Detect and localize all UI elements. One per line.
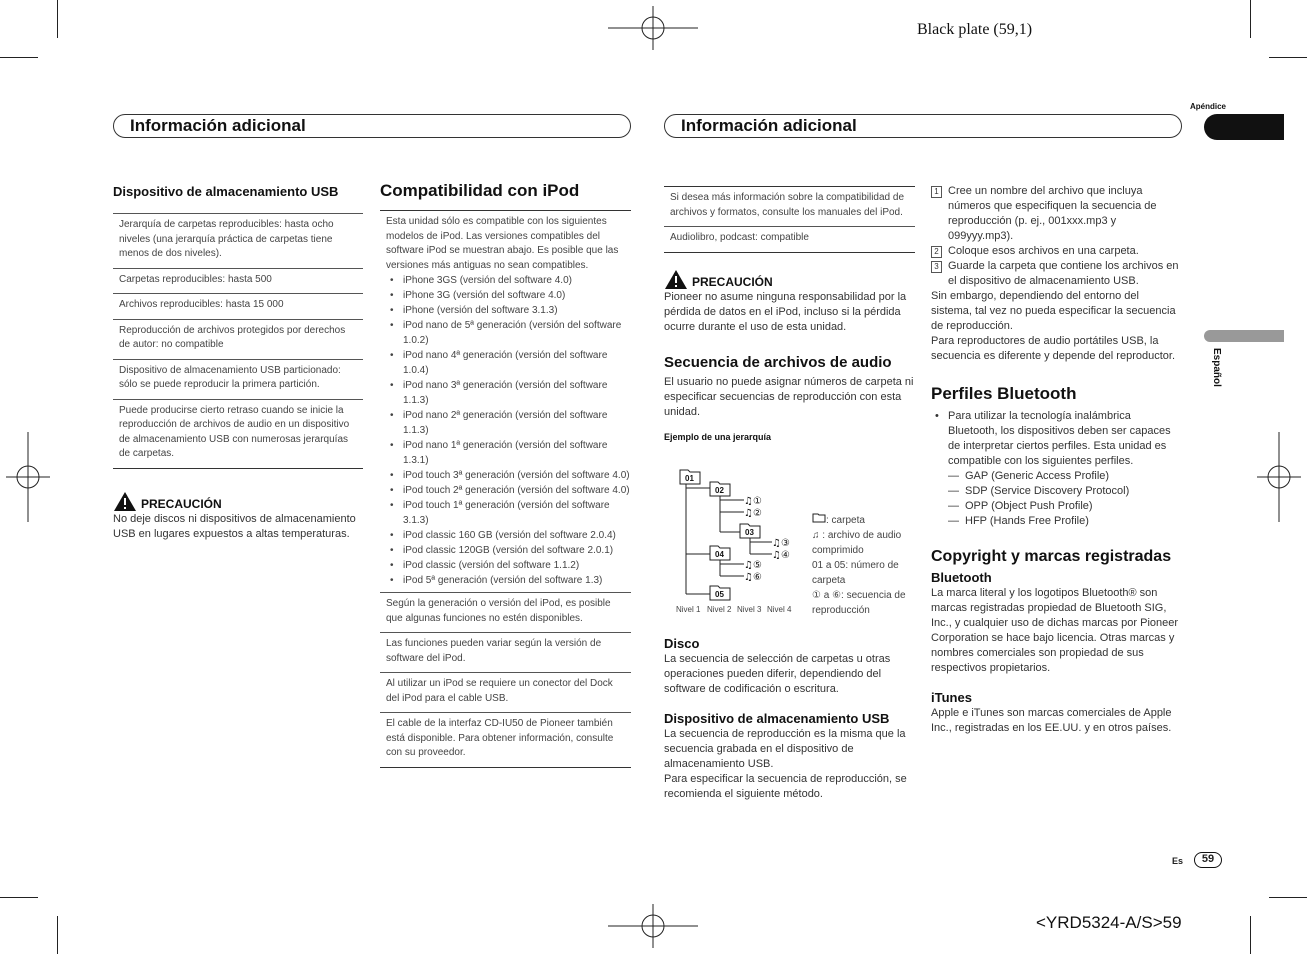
- level-label: Nivel 2: [707, 605, 732, 614]
- caution-heading: [664, 269, 915, 290]
- language-tab: [1204, 330, 1284, 342]
- list-item: • iPod classic (versión del software 1.1.2): [386, 558, 631, 573]
- folder-label: 05: [715, 590, 724, 599]
- note: Si desea más información sobre la compatibilidad de archivos y formatos, consulte los manuales del iPod.: [664, 186, 915, 226]
- page-number: 59: [1194, 852, 1222, 868]
- level-label: Nivel 1: [676, 605, 701, 614]
- list-item: — HFP (Hands Free Profile): [948, 514, 1182, 529]
- registration-mark-right: [1257, 432, 1301, 522]
- list-item: • Para utilizar la tecnología inalámbrica Bluetooth, los dispositivos deben ser capaces de interpretar ciertos perfiles. Esta unidad es compatible con los siguientes perfiles.: [931, 409, 1182, 469]
- list-item: — SDP (Service Discovery Protocol): [948, 484, 1182, 499]
- ipod-model-list: [380, 273, 631, 592]
- note: Al utilizar un iPod se requiere un conector del Dock del iPod para el cable USB.: [380, 672, 631, 712]
- copyright-title: Copyright y marcas registradas: [931, 548, 1172, 565]
- note: Audiolibro, podcast: compatible: [664, 226, 915, 253]
- crop-mark: [1250, 916, 1251, 954]
- music-file-icon: ♫: [772, 538, 781, 549]
- sequence-marker: ④: [781, 550, 790, 561]
- usb-sequence-method: Para especificar la secuencia de reproducción, se recomienda el siguiente método.: [664, 773, 907, 800]
- crop-mark: [0, 897, 38, 898]
- step-number: 1: [931, 186, 942, 198]
- section-banner-left: Información adicional: [113, 114, 631, 138]
- warning-icon: [113, 491, 137, 512]
- note: Dispositivo de almacenamiento USB particionado: sólo se puede reproducir la primera partición.: [113, 359, 363, 399]
- list-item: • iPod nano 2ª generación (versión del software 1.1.3): [386, 408, 631, 438]
- list-item: • iPod 5ª generación (versión del software 1.3): [386, 573, 631, 588]
- level-label: Nivel 3: [737, 605, 762, 614]
- list-item: • iPod nano 1ª generación (versión del software 1.3.1): [386, 438, 631, 468]
- folder-label: 01: [685, 474, 694, 483]
- crop-mark: [57, 0, 58, 38]
- note: Carpetas reproducibles: hasta 500: [113, 268, 363, 294]
- list-item: • iPod classic 120GB (versión del software 2.0.1): [386, 543, 631, 558]
- plate-label: Black plate (59,1): [917, 21, 1033, 38]
- profile-list: [931, 469, 1182, 529]
- system-note: Sin embargo, dependiendo del entorno del sistema, tal vez no pueda especificar la secuencia de reproducción.: [931, 290, 1176, 332]
- caution-label: PRECAUCIÓN: [692, 274, 773, 289]
- ipod-intro: Esta unidad sólo es compatible con los siguientes modelos de iPod. Las versiones compatibles del software iPod se muestran abajo. Es posible que las versiones más antiguas no sean compatibles.: [380, 210, 631, 273]
- list-item: — GAP (Generic Access Profile): [948, 469, 1182, 484]
- column-audio-sequence-bottom: [664, 636, 915, 802]
- folder-label: 02: [715, 486, 724, 495]
- crop-mark: [0, 57, 38, 58]
- column-bluetooth: [931, 184, 1182, 736]
- bluetooth-profiles-title: Perfiles Bluetooth: [931, 384, 1077, 403]
- disco-title: Disco: [664, 636, 700, 651]
- note: El cable de la interfaz CD-IU50 de Pioneer también está disponible. Para obtener información, consulte con su proveedor.: [380, 712, 631, 768]
- sequence-marker: ①: [753, 496, 762, 507]
- music-file-icon: ♫: [744, 496, 753, 507]
- list-item: • iPhone 3GS (versión del software 4.0): [386, 273, 631, 288]
- list-item: • iPod touch 1ª generación (versión del software 3.1.3): [386, 498, 631, 528]
- folder-icon: [812, 513, 826, 523]
- registration-mark-left: [6, 432, 50, 522]
- music-file-icon: ♫: [744, 508, 753, 519]
- note: Las funciones pueden variar según la versión de software del iPod.: [380, 632, 631, 672]
- crop-mark: [1269, 57, 1307, 58]
- music-file-icon: ♫: [744, 560, 753, 571]
- crop-mark: [1269, 897, 1307, 898]
- bluetooth-trademark-text: La marca literal y los logotipos Bluetooth® son marcas registradas propiedad de Bluetooth SIG, Inc., y cualquier uso de dichas marcas por Pioneer Corporation se hace bajo licencia. Otras marcas y nombres comerciales son propiedad de sus respectivos propietarios.: [931, 587, 1179, 674]
- list-item: • iPhone 3G (versión del software 4.0): [386, 288, 631, 303]
- list-item: • iPod touch 3ª generación (versión del software 4.0): [386, 468, 631, 483]
- caution-label: PRECAUCIÓN: [141, 496, 222, 511]
- registration-mark-bottom: [608, 904, 698, 948]
- column-usb-storage: [113, 184, 363, 542]
- disco-text: La secuencia de selección de carpetas u otras operaciones pueden diferir, dependiendo del software de codificación o escritura.: [664, 653, 891, 695]
- legend-file-text: : archivo de audio comprimido: [812, 530, 902, 556]
- language-code: Es: [1172, 856, 1184, 866]
- warning-icon: [664, 269, 688, 290]
- step-item: [931, 244, 1182, 259]
- note: Archivos reproducibles: hasta 15 000: [113, 293, 363, 319]
- column-ipod: [380, 183, 631, 768]
- sequence-marker: ②: [753, 508, 762, 519]
- step-text: Guarde la carpeta que contiene los archivos en el dispositivo de almacenamiento USB.: [948, 260, 1179, 287]
- note: Según la generación o versión del iPod, es posible que algunas funciones no estén disponibles.: [380, 592, 631, 632]
- caution-heading: [113, 491, 363, 512]
- hierarchy-example-title: Ejemplo de una jerarquía: [664, 431, 772, 442]
- folder-label: 04: [715, 550, 724, 559]
- note: Puede producirse cierto retraso cuando se inicie la reproducción de archivos de audio en un dispositivo de almacenamiento USB con numerosas jerarquías de carpetas.: [113, 399, 363, 469]
- legend-folder-text: : carpeta: [826, 515, 865, 526]
- sequence-marker: ③: [781, 538, 790, 549]
- apendice-label: Apéndice: [1190, 102, 1227, 111]
- note: Reproducción de archivos protegidos por derechos de autor: no compatible: [113, 319, 363, 359]
- sequence-marker: ⑥: [753, 572, 762, 583]
- sequence-marker: ⑤: [753, 560, 762, 571]
- caution-text: Pioneer no asume ninguna responsabilidad por la pérdida de datos en el iPod, incluso si la pérdida ocurre durante el uso de esta unidad.: [664, 290, 907, 333]
- music-file-icon: ♫: [772, 550, 781, 561]
- step-number: 3: [931, 261, 942, 273]
- legend-sequence: ① a ⑥: secuencia de reproducción: [812, 590, 906, 616]
- language-label: Español: [1211, 348, 1222, 387]
- list-item: • iPod nano 3ª generación (versión del software 1.1.3): [386, 378, 631, 408]
- bluetooth-intro-list: [931, 409, 1182, 469]
- step-text: Cree un nombre del archivo que incluya números que especifiquen la secuencia de reproducción (p. ej., 001xxx.mp3 y 099yyy.mp3).: [948, 185, 1157, 242]
- caution-text: No deje discos ni dispositivos de almacenamiento USB en lugares expuestos a altas temperaturas.: [113, 512, 356, 540]
- portable-player-note: Para reproductores de audio portátiles USB, la secuencia es diferente y depende del reproductor.: [931, 335, 1175, 362]
- folder-label: 03: [745, 528, 754, 537]
- crop-mark: [1250, 0, 1251, 38]
- legend-file: [812, 528, 916, 558]
- side-tab: [1204, 114, 1284, 140]
- list-item: • iPod nano 4ª generación (versión del software 1.0.4): [386, 348, 631, 378]
- music-file-icon: ♫: [744, 572, 753, 583]
- usb-storage-title: Dispositivo de almacenamiento USB: [113, 184, 339, 199]
- audio-sequence-title: Secuencia de archivos de audio: [664, 353, 892, 371]
- step-number: 2: [931, 246, 942, 258]
- column-audio-sequence: [664, 186, 915, 445]
- list-item: — OPP (Object Push Profile): [948, 499, 1182, 514]
- audio-sequence-text: El usuario no puede asignar números de carpeta ni especificar secuencias de reproducción con esta unidad.: [664, 375, 914, 418]
- hierarchy-legend: [812, 513, 916, 618]
- step-item: [931, 259, 1182, 289]
- ipod-compat-title: Compatibilidad con iPod: [380, 181, 580, 200]
- registration-mark-top: [608, 6, 698, 50]
- step-text: Coloque esos archivos en una carpeta.: [948, 245, 1139, 257]
- crop-mark: [57, 916, 58, 954]
- note: Jerarquía de carpetas reproducibles: hasta ocho niveles (una jerarquía práctica de carpetas tiene menos de dos niveles).: [113, 213, 363, 268]
- legend-numbers: 01 a 05: número de carpeta: [812, 560, 899, 586]
- usb-sequence-title: Dispositivo de almacenamiento USB: [664, 711, 890, 726]
- list-item: • iPhone (versión del software 3.1.3): [386, 303, 631, 318]
- bluetooth-subtitle: Bluetooth: [931, 570, 992, 585]
- itunes-subtitle: iTunes: [931, 690, 972, 705]
- level-label: Nivel 4: [767, 605, 792, 614]
- job-code: <YRD5324-A/S>59: [1036, 913, 1182, 932]
- list-item: • iPod classic 160 GB (versión del software 2.0.4): [386, 528, 631, 543]
- section-banner-right: Información adicional: [664, 114, 1182, 138]
- step-item: [931, 184, 1182, 244]
- list-item: • iPod touch 2ª generación (versión del software 4.0): [386, 483, 631, 498]
- legend-folder: [812, 513, 916, 528]
- itunes-trademark-text: Apple e iTunes son marcas comerciales de Apple Inc., registradas en los EE.UU. y en otros países.: [931, 707, 1172, 734]
- list-item: • iPod nano de 5ª generación (versión del software 1.0.2): [386, 318, 631, 348]
- music-file-icon: ♫: [812, 530, 820, 541]
- usb-sequence-text: La secuencia de reproducción es la misma que la secuencia grabada en el dispositivo de almacenamiento USB.: [664, 728, 906, 770]
